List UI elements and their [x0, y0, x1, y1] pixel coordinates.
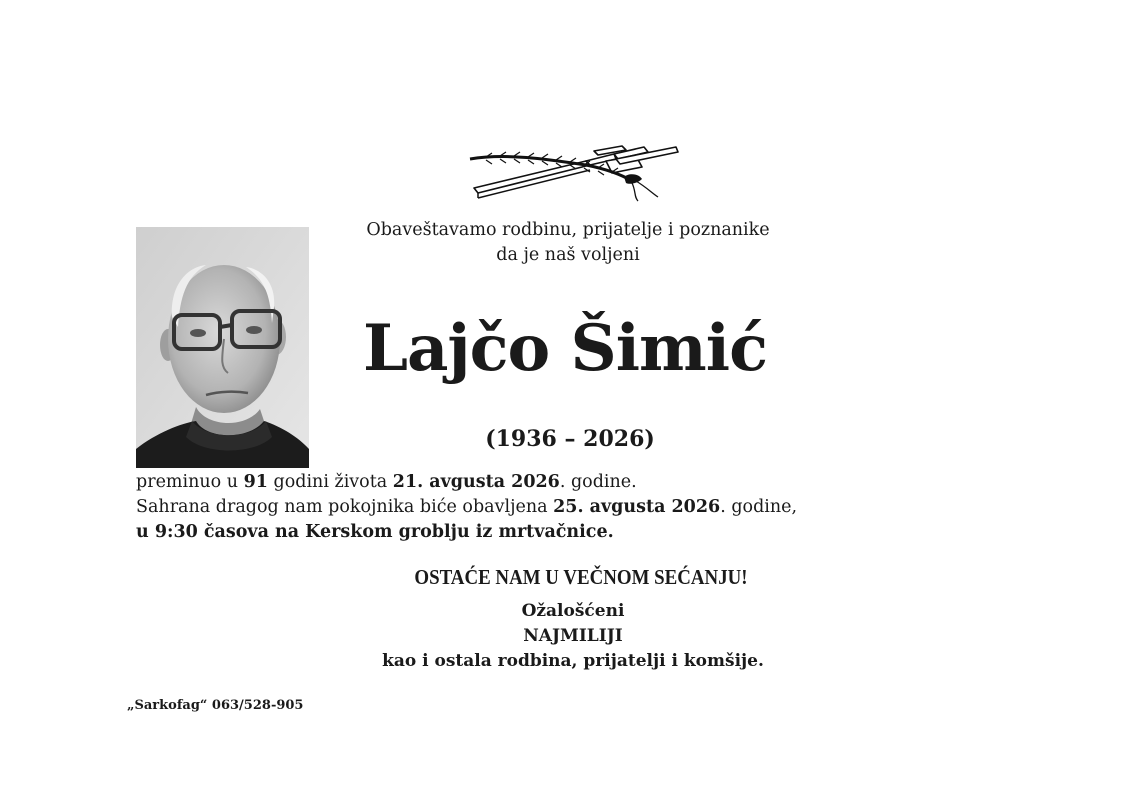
funeral-home-contact: „Sarkofag“ 063/528-905	[127, 698, 304, 713]
signature-line-2: NAJMILIJI	[523, 626, 623, 646]
text: godini života	[267, 472, 393, 492]
intro-line-2: da je naš voljeni	[496, 245, 640, 265]
remembrance-text: OSTAĆE NAM U VEČNOM SEĆANJU!	[414, 565, 748, 589]
life-years: (1936 – 2026)	[485, 426, 655, 452]
text: . godine,	[720, 497, 798, 517]
age: 91	[243, 472, 268, 492]
signature-line-1: Ožalošćeni	[521, 601, 625, 621]
cross-with-palm-branch-icon	[466, 143, 680, 203]
death-details	[136, 470, 637, 494]
funeral-time-place: u 9:30 časova na Kerskom groblju iz mrtvačnice.	[136, 522, 614, 542]
funeral-date: 25. avgusta 2026	[553, 497, 721, 517]
signature-line-3: kao i ostala rodbina, prijatelji i komšije.	[382, 651, 764, 671]
death-date: 21. avgusta 2026	[392, 472, 560, 492]
deceased-name: Lajčo Šimić	[362, 311, 768, 386]
text: . godine.	[559, 472, 637, 492]
funeral-details	[136, 495, 797, 519]
text: preminuo u	[136, 472, 244, 492]
text: Sahrana dragog nam pokojnika biće obavljena	[136, 497, 554, 517]
intro-line-1: Obaveštavamo rodbinu, prijatelje i poznanike	[366, 220, 770, 240]
